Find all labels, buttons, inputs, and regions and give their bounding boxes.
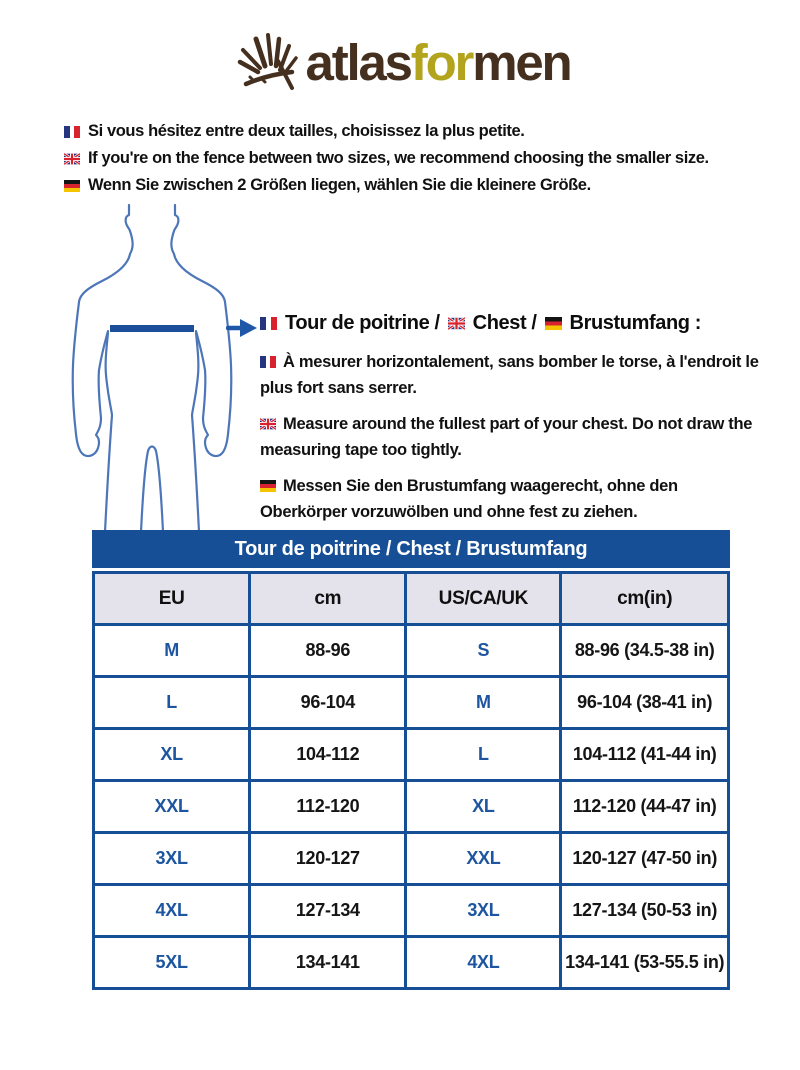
measure-para-fr [260, 349, 765, 401]
size-chart [92, 530, 730, 990]
us-size: L [406, 729, 561, 781]
flag-fr-icon [260, 317, 277, 330]
cm-range: 112-120 [250, 781, 406, 833]
eu-size: XL [94, 729, 250, 781]
us-size: 3XL [406, 885, 561, 937]
eu-size: 3XL [94, 833, 250, 885]
col-header-eu: EU [94, 573, 250, 625]
cm-range: 88-96 [250, 625, 406, 677]
table-row [94, 937, 729, 989]
flag-gb-icon [64, 153, 80, 165]
pine-branch-icon [230, 30, 304, 94]
table-row [94, 677, 729, 729]
cm-in-range: 104-112 (41-44 in) [561, 729, 729, 781]
eu-size: 5XL [94, 937, 250, 989]
table-header-row [94, 573, 729, 625]
size-advice-block [64, 118, 709, 199]
size-chart-table [92, 571, 730, 990]
heading-en: Chest / [472, 312, 537, 334]
heading-fr: Tour de poitrine / [285, 312, 440, 334]
measure-text-en: Measure around the fullest part of your chest. Do not draw the measuring tape too tightly. [260, 415, 753, 459]
cm-range: 96-104 [250, 677, 406, 729]
cm-range: 134-141 [250, 937, 406, 989]
table-row [94, 833, 729, 885]
measure-instructions [260, 312, 765, 535]
flag-de-icon [64, 180, 80, 192]
us-size: M [406, 677, 561, 729]
table-row [94, 625, 729, 677]
advice-text-fr: Si vous hésitez entre deux tailles, choisissez la plus petite. [88, 122, 525, 140]
wordmark-atlas: atlas [305, 33, 411, 91]
col-header-cmin: cm(in) [561, 573, 729, 625]
cm-range: 120-127 [250, 833, 406, 885]
cm-in-range: 134-141 (53-55.5 in) [561, 937, 729, 989]
us-size: 4XL [406, 937, 561, 989]
flag-de-icon [545, 317, 562, 330]
measure-para-en [260, 411, 765, 463]
cm-range: 104-112 [250, 729, 406, 781]
cm-range: 127-134 [250, 885, 406, 937]
wordmark-for: for [410, 33, 473, 91]
eu-size: M [94, 625, 250, 677]
cm-in-range: 127-134 (50-53 in) [561, 885, 729, 937]
table-row [94, 885, 729, 937]
eu-size: XXL [94, 781, 250, 833]
eu-size: L [94, 677, 250, 729]
table-row [94, 729, 729, 781]
heading-de: Brustumfang : [569, 312, 702, 334]
advice-text-de: Wenn Sie zwischen 2 Größen liegen, wählen Sie die kleinere Größe. [88, 176, 591, 194]
advice-text-en: If you're on the fence between two sizes, we recommend choosing the smaller size. [88, 149, 709, 167]
advice-line-de [64, 172, 709, 199]
us-size: XL [406, 781, 561, 833]
measure-heading [260, 312, 765, 335]
table-row [94, 781, 729, 833]
us-size: S [406, 625, 561, 677]
cm-in-range: 88-96 (34.5-38 in) [561, 625, 729, 677]
flag-gb-icon [448, 317, 465, 330]
flag-fr-icon [260, 356, 276, 368]
brand-logo [0, 30, 800, 94]
us-size: XXL [406, 833, 561, 885]
chest-arrow-icon [226, 317, 258, 339]
size-chart-title: Tour de poitrine / Chest / Brustumfang [92, 530, 730, 568]
body-outline-diagram [50, 202, 254, 532]
wordmark-men: men [472, 33, 571, 91]
flag-fr-icon [64, 126, 80, 138]
measure-text-fr: À mesurer horizontalement, sans bomber le torse, à l'endroit le plus fort sans serrer. [260, 353, 759, 397]
cm-in-range: 112-120 (44-47 in) [561, 781, 729, 833]
brand-wordmark [305, 33, 571, 91]
flag-de-icon [260, 480, 276, 492]
col-header-uscauk: US/CA/UK [406, 573, 561, 625]
cm-in-range: 96-104 (38-41 in) [561, 677, 729, 729]
advice-line-en [64, 145, 709, 172]
flag-gb-icon [260, 418, 276, 430]
measure-para-de [260, 473, 765, 525]
cm-in-range: 120-127 (47-50 in) [561, 833, 729, 885]
measure-text-de: Messen Sie den Brustumfang waagerecht, ohne den Oberkörper vorzuwölben und ohne fest zu ziehen. [260, 477, 678, 521]
col-header-cm: cm [250, 573, 406, 625]
advice-line-fr [64, 118, 709, 145]
eu-size: 4XL [94, 885, 250, 937]
